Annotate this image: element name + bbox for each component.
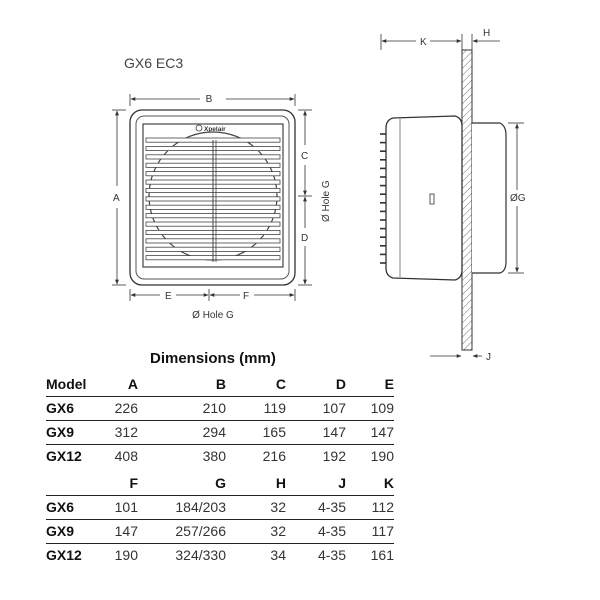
col-model-header: Model: [46, 376, 87, 392]
table-cell: 101: [98, 496, 138, 520]
table-cell: 117: [346, 520, 394, 544]
table-cell: 257/266: [138, 520, 226, 544]
label-c: C: [301, 151, 309, 162]
label-e: E: [165, 291, 172, 302]
model-cell: GX12: [46, 445, 98, 469]
table-cell: 210: [138, 397, 226, 421]
side-view: [380, 50, 506, 350]
dimension-j: [430, 352, 491, 363]
table-cell: 190: [346, 445, 394, 469]
table-title: Dimensions (mm): [150, 350, 276, 367]
model-cell: GX9: [46, 520, 98, 544]
table-cell: 408: [98, 445, 138, 469]
table-cell: 34: [226, 544, 286, 568]
dimension-a: [112, 110, 126, 285]
label-a: A: [113, 193, 120, 204]
table-row: [46, 445, 394, 469]
table-cell: 119: [226, 397, 286, 421]
table-cell: 4-35: [286, 496, 346, 520]
fan-housing-side: [386, 116, 462, 280]
table-header-row: [46, 472, 394, 496]
table-row: [46, 544, 394, 568]
label-g: ØG: [510, 193, 526, 204]
table-row: [46, 496, 394, 520]
table-row: [46, 397, 394, 421]
table-cell: 32: [226, 520, 286, 544]
label-hole-side: Ø Hole G: [321, 180, 332, 222]
table-cell: 4-35: [286, 520, 346, 544]
table-cell: 112: [346, 496, 394, 520]
table-cell: 184/203: [138, 496, 226, 520]
label-d: D: [301, 233, 309, 244]
table-cell: 165: [226, 421, 286, 445]
dimension-c-d: [298, 110, 332, 285]
table-cell: 216: [226, 445, 286, 469]
fan-duct: [472, 123, 506, 273]
table-cell: 147: [286, 421, 346, 445]
table-cell: 147: [346, 421, 394, 445]
label-f: F: [243, 291, 250, 302]
table-cell: 4-35: [286, 544, 346, 568]
label-j: J: [486, 352, 491, 363]
table-header-row: [46, 373, 394, 397]
table-cell: 190: [98, 544, 138, 568]
col-j-header: J: [338, 475, 346, 491]
table-cell: 147: [98, 520, 138, 544]
col-f-header: F: [129, 475, 138, 491]
model-cell: GX6: [46, 397, 98, 421]
model-cell: GX9: [46, 421, 98, 445]
label-b: B: [205, 94, 213, 105]
front-view: [130, 110, 295, 285]
model-label: GX6 EC3: [124, 55, 184, 71]
table-row: [46, 421, 394, 445]
dimension-b: [130, 94, 295, 106]
table-cell: 226: [98, 397, 138, 421]
table-cell: 324/330: [138, 544, 226, 568]
dimensions-table-1: [46, 373, 394, 468]
col-c-header: C: [275, 376, 286, 392]
shutter-slats: [380, 134, 386, 263]
table-cell: 312: [98, 421, 138, 445]
col-a-header: A: [127, 376, 138, 392]
model-cell: GX6: [46, 496, 98, 520]
table-cell: 294: [138, 421, 226, 445]
table-cell: 107: [286, 397, 346, 421]
model-cell: GX12: [46, 544, 98, 568]
table-cell: 109: [346, 397, 394, 421]
col-g-header: G: [215, 475, 226, 491]
col-k-header: K: [383, 475, 394, 491]
wall-section: [462, 50, 472, 350]
table-cell: 192: [286, 445, 346, 469]
table-row: [46, 520, 394, 544]
label-k: K: [420, 37, 427, 48]
label-hole-bottom: Ø Hole G: [192, 310, 234, 321]
col-blank-header: [46, 472, 98, 496]
col-d-header: D: [335, 376, 346, 392]
table-cell: 32: [226, 496, 286, 520]
col-h-header: H: [275, 475, 286, 491]
dimensions-table-2: [46, 472, 394, 567]
label-h: H: [483, 28, 491, 39]
table-cell: 161: [346, 544, 394, 568]
dimension-g: [508, 123, 526, 273]
dimension-k-h: [381, 28, 500, 50]
col-b-header: B: [215, 376, 226, 392]
table-cell: 380: [138, 445, 226, 469]
brand-label: Xpelair: [204, 126, 226, 133]
col-e-header: E: [384, 376, 394, 392]
dimension-e-f: [130, 289, 295, 321]
